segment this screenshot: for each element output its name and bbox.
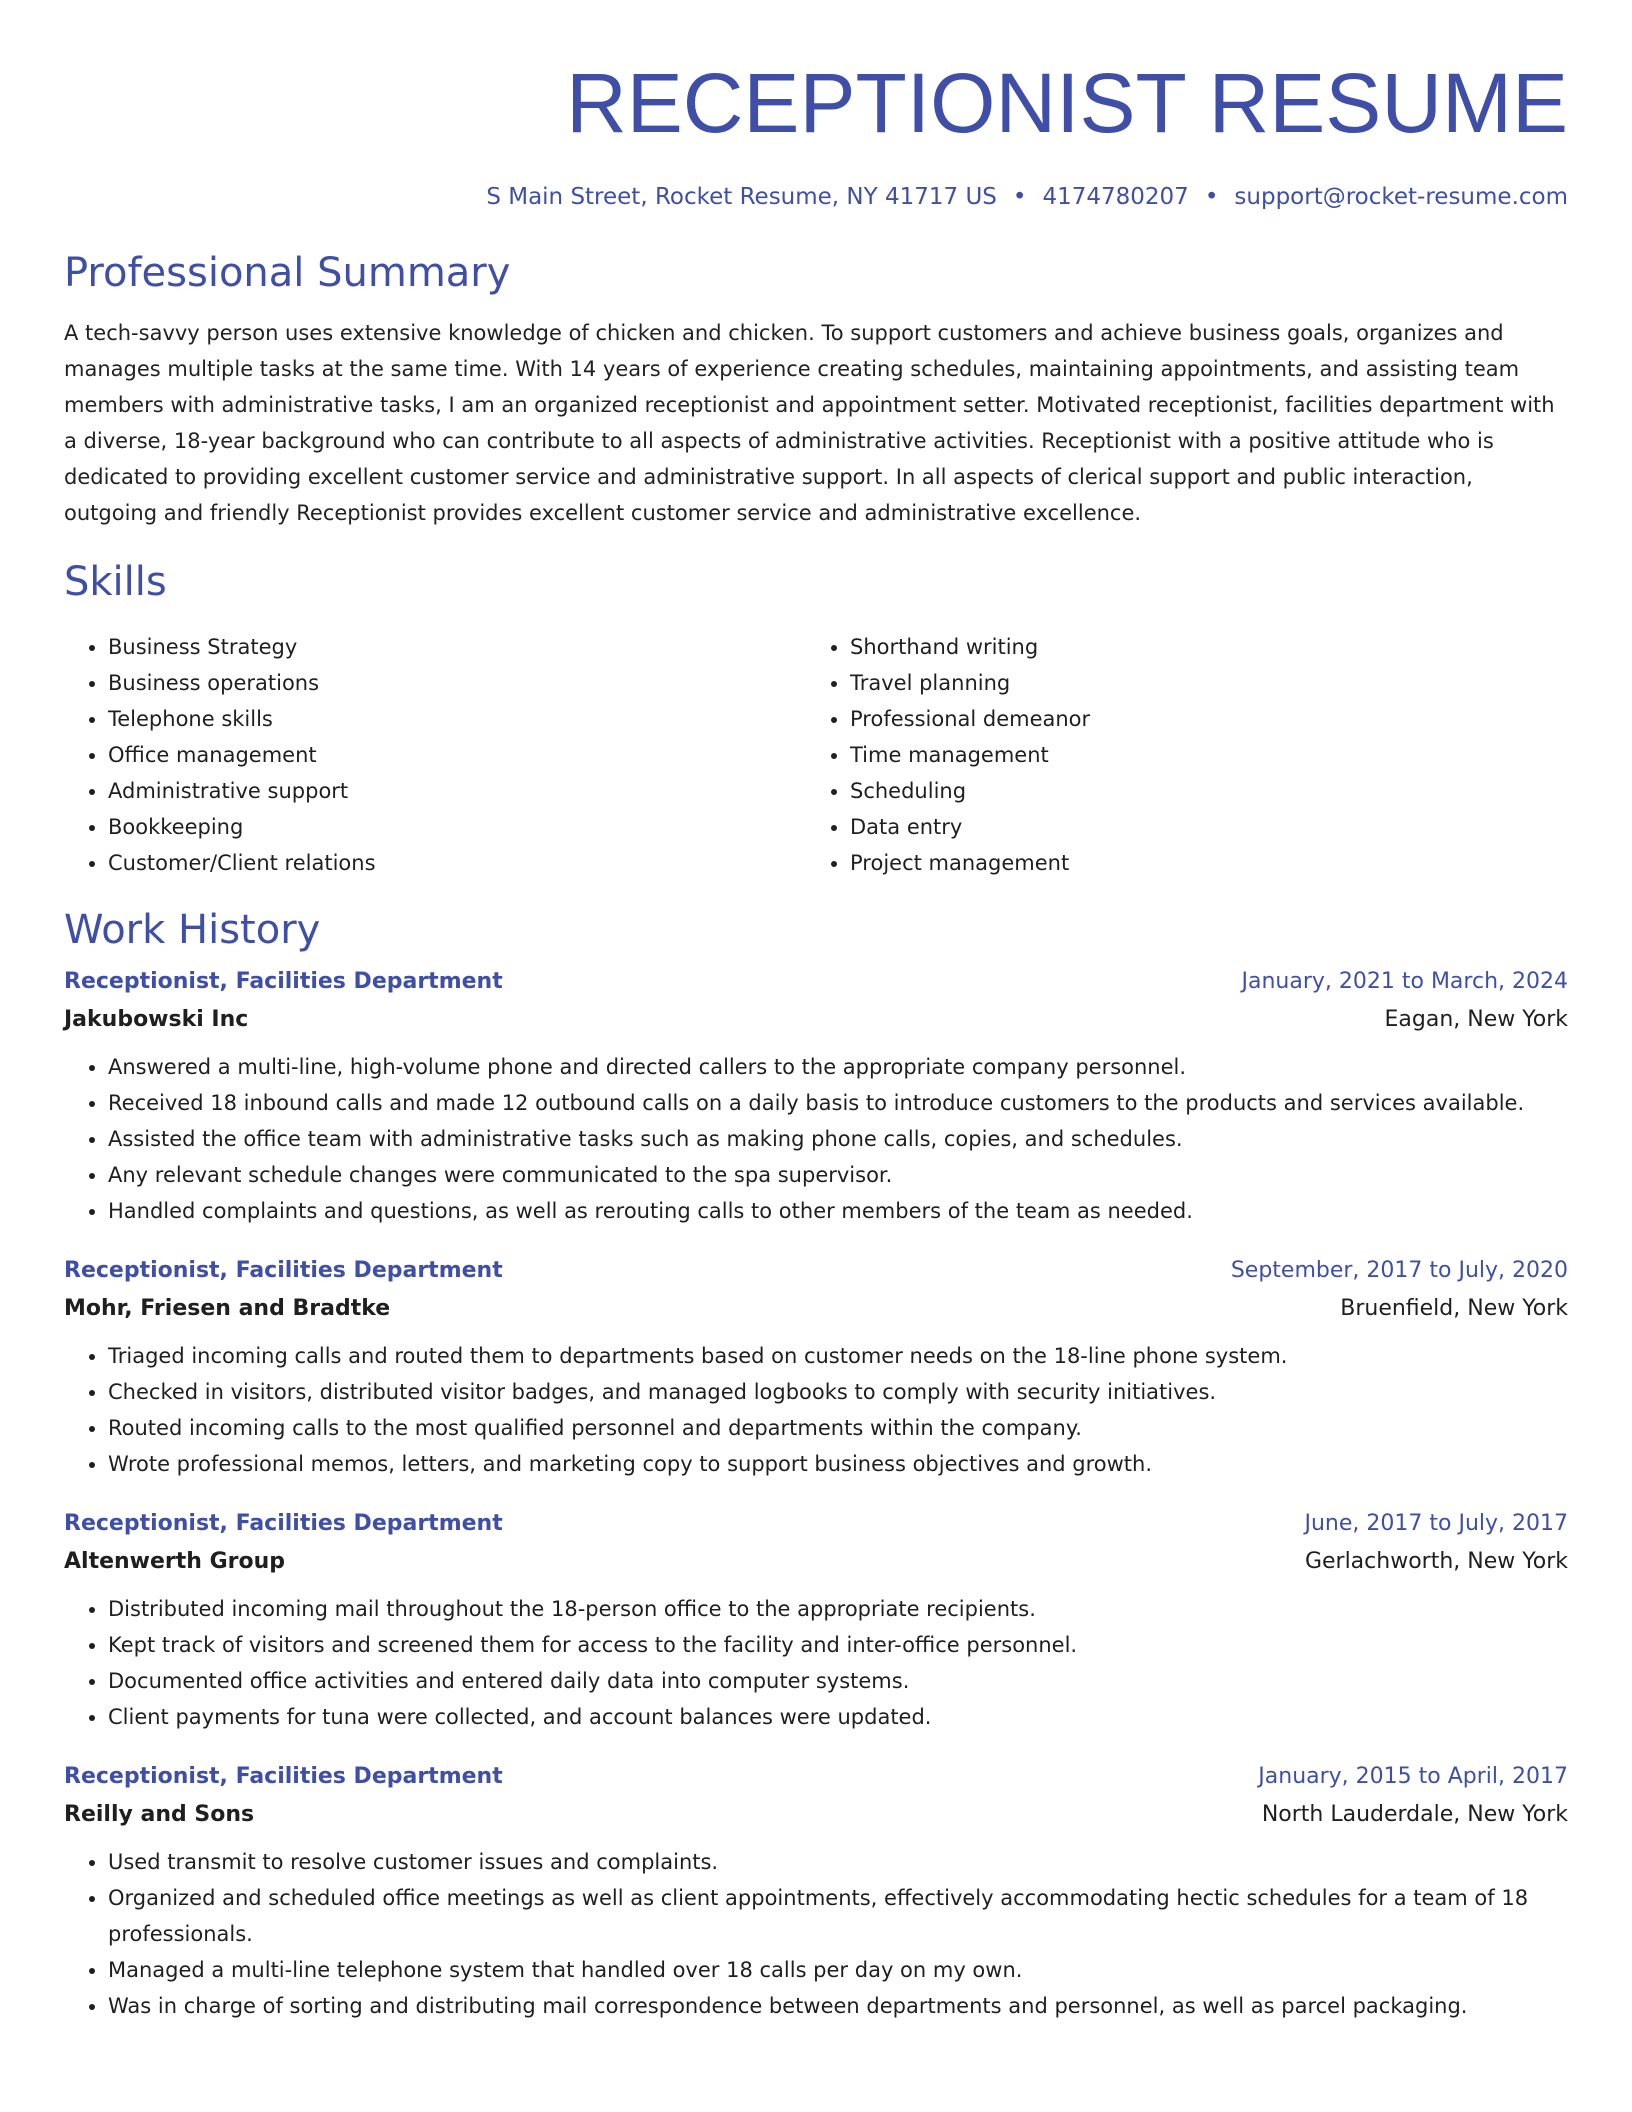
job-company: Reilly and Sons	[64, 1802, 255, 1827]
resume-page	[64, 0, 1568, 2024]
job-bullets	[64, 1049, 1568, 1229]
skill-item: • Project management	[850, 845, 1548, 881]
section-title-work-history: Work History	[64, 907, 321, 953]
job-entry	[64, 1252, 1568, 1482]
job-title: Receptionist, Facilities Department	[64, 1258, 503, 1283]
skill-item: • Business Strategy	[108, 629, 806, 665]
job-bullet: • Was in charge of sorting and distributing mail correspondence between departments and personnel, as well as parcel packaging.	[108, 1988, 1568, 2024]
job-entry	[64, 963, 1568, 1229]
job-company-row	[64, 1290, 1568, 1328]
skills-list	[64, 629, 1568, 881]
skill-item: • Business operations	[108, 665, 806, 701]
job-bullet: • Triaged incoming calls and routed them to departments based on customer needs on the 18-line phone system.	[108, 1338, 1568, 1374]
job-company: Mohr, Friesen and Bradtke	[64, 1296, 391, 1321]
job-location: North Lauderdale, New York	[1261, 1802, 1568, 1827]
contact-separator: •	[1012, 184, 1027, 210]
job-company-row	[64, 1796, 1568, 1834]
skill-item: • Telephone skills	[108, 701, 806, 737]
job-bullet: • Kept track of visitors and screened them for access to the facility and inter-office personnel.	[108, 1627, 1568, 1663]
job-bullet: • Managed a multi-line telephone system that handled over 18 calls per day on my own.	[108, 1952, 1568, 1988]
job-header-row	[64, 963, 1568, 1001]
job-bullets	[64, 1338, 1568, 1482]
skill-item: • Professional demeanor	[850, 701, 1548, 737]
contact-address: S Main Street, Rocket Resume, NY 41717 US	[486, 184, 997, 210]
job-header-row	[64, 1505, 1568, 1543]
skill-item: • Scheduling	[850, 773, 1548, 809]
section-title-summary: Professional Summary	[64, 250, 511, 296]
skill-item: • Administrative support	[108, 773, 806, 809]
job-bullet: • Answered a multi-line, high-volume phone and directed callers to the appropriate company personnel.	[108, 1049, 1568, 1085]
job-bullet: • Client payments for tuna were collected, and account balances were updated.	[108, 1699, 1568, 1735]
job-bullet: • Documented office activities and entered daily data into computer systems.	[108, 1663, 1568, 1699]
job-entry	[64, 1505, 1568, 1735]
job-dates: June, 2017 to July, 2017	[1304, 1511, 1568, 1536]
job-bullet: • Checked in visitors, distributed visitor badges, and managed logbooks to comply with security initiatives.	[108, 1374, 1568, 1410]
job-header-row	[64, 1252, 1568, 1290]
skills-column-right	[806, 629, 1548, 881]
job-location: Eagan, New York	[1384, 1007, 1568, 1032]
job-bullet: • Used transmit to resolve customer issues and complaints.	[108, 1844, 1568, 1880]
job-company: Altenwerth Group	[64, 1549, 286, 1574]
job-location: Bruenfield, New York	[1340, 1296, 1568, 1321]
skill-item: • Customer/Client relations	[108, 845, 806, 881]
job-bullet: • Assisted the office team with administrative tasks such as making phone calls, copies, and schedules.	[108, 1121, 1568, 1157]
job-title: Receptionist, Facilities Department	[64, 969, 503, 994]
job-bullet: • Handled complaints and questions, as well as rerouting calls to other members of the team as needed.	[108, 1193, 1568, 1229]
job-bullet: • Distributed incoming mail throughout the 18-person office to the appropriate recipients.	[108, 1591, 1568, 1627]
job-bullet: • Routed incoming calls to the most qualified personnel and departments within the company.	[108, 1410, 1568, 1446]
skill-item: • Shorthand writing	[850, 629, 1548, 665]
skill-item: • Travel planning	[850, 665, 1548, 701]
resume-header	[64, 58, 1568, 212]
job-bullets	[64, 1844, 1568, 2024]
contact-line	[64, 182, 1568, 212]
summary-text: A tech-savvy person uses extensive knowledge of chicken and chicken. To support customers and achieve business goals, organizes and manages multiple tasks at the same time. With 14 years of experience creating schedules, maintaining appointments, and assisting team members with administrative tasks, I am an organized receptionist and appointment setter. Motivated receptionist, facilities department with a diverse, 18-year background who can contribute to all aspects of administrative activities. Receptionist with a positive attitude who is dedicated to providing excellent customer service and administrative support. In all aspects of clerical support and public interaction, outgoing and friendly Receptionist provides excellent customer service and administrative excellence.	[64, 321, 1555, 525]
job-dates: September, 2017 to July, 2020	[1230, 1258, 1568, 1283]
job-entry	[64, 1758, 1568, 2024]
job-bullet: • Wrote professional memos, letters, and marketing copy to support business objectives and growth.	[108, 1446, 1568, 1482]
job-dates: January, 2015 to April, 2017	[1258, 1764, 1568, 1789]
job-company: Jakubowski Inc	[64, 1007, 249, 1032]
job-bullet: • Received 18 inbound calls and made 12 outbound calls on a daily basis to introduce customers to the products and services available.	[108, 1085, 1568, 1121]
job-company-row	[64, 1543, 1568, 1581]
contact-separator: •	[1204, 184, 1219, 210]
job-bullet: • Any relevant schedule changes were communicated to the spa supervisor.	[108, 1157, 1568, 1193]
contact-phone: 4174780207	[1042, 184, 1189, 210]
job-header-row	[64, 1758, 1568, 1796]
job-bullets	[64, 1591, 1568, 1735]
job-bullet: • Organized and scheduled office meetings as well as client appointments, effectively accommodating hectic schedules for a team of 18 professionals.	[108, 1880, 1568, 1952]
skill-item: • Bookkeeping	[108, 809, 806, 845]
resume-name: RECEPTIONIST RESUME	[566, 56, 1568, 150]
job-title: Receptionist, Facilities Department	[64, 1511, 503, 1536]
job-title: Receptionist, Facilities Department	[64, 1764, 503, 1789]
skill-item: • Data entry	[850, 809, 1548, 845]
contact-email: support@rocket-resume.com	[1234, 184, 1568, 210]
skills-column-left	[64, 629, 806, 881]
job-company-row	[64, 1001, 1568, 1039]
job-dates: January, 2021 to March, 2024	[1241, 969, 1568, 994]
skill-item: • Office management	[108, 737, 806, 773]
job-location: Gerlachworth, New York	[1304, 1549, 1568, 1574]
section-title-skills: Skills	[64, 559, 167, 605]
skill-item: • Time management	[850, 737, 1548, 773]
